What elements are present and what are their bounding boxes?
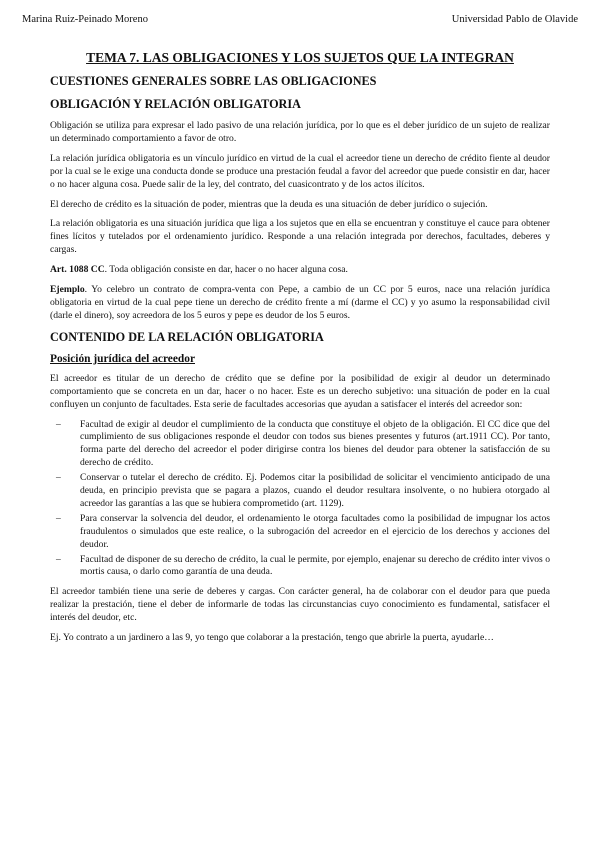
header-university: Universidad Pablo de Olavide: [451, 14, 578, 25]
list-item-text: Conservar o tutelar el derecho de crédito. Ej. Podemos citar la posibilidad de solicitar el vencimiento anticipado de una deuda, en principio prevista que se pagara a plazos, cuando el deudor resultara insolvente, o no hubiera otorgado al acreedor las garantías a las que se hubiera comprometido (art. 1129).: [80, 472, 550, 509]
list-item: [50, 513, 550, 552]
paragraph-relacion-juridica: La relación jurídica obligatoria es un vínculo jurídico en virtud de la cual el acreedor tiene un derecho de crédito fiente al deudor por la cual se le exige una conducta donde se produce una prestación feudal a favor del acreedor que puede consistir en dar, hacer o no hacer alguna cosa. Puede salir de la ley, del contrato, del cuasicontrato y de los actos ilícitos.: [50, 152, 550, 190]
list-item: [50, 472, 550, 511]
header-author: Marina Ruiz-Peinado Moreno: [22, 14, 148, 25]
ejemplo-label: Ejemplo: [50, 284, 85, 296]
dash-bullet-icon: –: [56, 472, 61, 484]
document-body: [50, 50, 550, 652]
list-item: [50, 554, 550, 580]
document-title: TEMA 7. LAS OBLIGACIONES Y LOS SUJETOS QUE LA INTEGRAN: [86, 50, 514, 65]
dash-bullet-icon: –: [56, 553, 61, 565]
subheading-posicion-acreedor: Posición jurídica del acreedor: [50, 352, 195, 365]
facultades-list: [50, 419, 550, 580]
paragraph-obligacion-definicion: Obligación se utiliza para expresar el lado pasivo de una relación jurídica, por lo que es el deber jurídico de un sujeto de realizar un determinado comportamiento a favor de otro.: [50, 120, 550, 144]
ejemplo-text: . Yo celebro un contrato de compra-venta con Pepe, a cambio de un CC por 5 euros, nace una relación jurídica obligatoria en virtud de la cual pepe tiene un derecho de crédito frente a mí (darme el CC) y yo asumo la responsabilidad civil (darle el dinero), soy acreedora de los 5 euros y pepe es deudor de los 5 euros.: [50, 284, 550, 321]
paragraph-ejemplo: [50, 284, 550, 323]
heading-contenido-relacion: CONTENIDO DE LA RELACIÓN OBLIGATORIA: [50, 329, 324, 344]
list-item-text: Facultad de exigir al deudor el cumplimiento de la conducta que constituye el objeto de la obligación. El CC dice que del cumplimiento de sus obligaciones responde el deudor con todos sus bienes presentes y futuros (art.1911 CC). Por tanto, forma parte del derecho del acreedor el poder dirigirse contra los bienes del deudor para obtener la satisfacción de su derecho de crédito.: [80, 418, 550, 469]
list-item-text: Para conservar la solvencia del deudor, el ordenamiento le otorga facultades como la posibilidad de impugnar los actos fraudulentos o simulados que este realice, o la subrogación del acreedor en el ejercicio de los derechos y acciones del deudor.: [80, 512, 550, 550]
articulo-text: . Toda obligación consiste en dar, hacer o no hacer alguna cosa.: [104, 264, 348, 276]
heading-cuestiones-generales: CUESTIONES GENERALES SOBRE LAS OBLIGACIONES: [50, 74, 377, 88]
paragraph-derecho-credito: El derecho de crédito es la situación de poder, mientras que la deuda es una situación de deber jurídico o sujeción.: [50, 198, 488, 210]
paragraph-acreedor-titular: El acreedor es titular de un derecho de crédito que se define por la posibilidad de exigir al deudor un determinado comportamiento que se concreta en un dar, hacer o no hacer. Este es un derecho subjetivo: una situación de poder en la cual confluyen un conjunto de facultades. Esta serie de facultades accesorias que ayudan a satisfacer el interés del acreedor son:: [50, 372, 550, 410]
paragraph-deberes-cargas: El acreedor también tiene una serie de deberes y cargas. Con carácter general, ha de colaborar con el deudor para que pueda realizar la prestación, tiene el deber de informarle de todas las circunstancias cuyo conocimiento es fundamental, satisfacer el interés del deudor, etc.: [50, 586, 550, 624]
list-item-text: Facultad de disponer de su derecho de crédito, la cual le permite, por ejemplo, enajenar su derecho de crédito inter vivos o mortis causa, o darlo como garantía de una deuda.: [80, 553, 550, 578]
heading-obligacion-relacion: OBLIGACIÓN Y RELACIÓN OBLIGATORIA: [50, 97, 301, 111]
articulo-label: Art. 1088 CC: [50, 264, 105, 276]
paragraph-ejemplo-jardinero: Ej. Yo contrato a un jardinero a las 9, yo tengo que colaborar a la prestación, tengo que abrirle la puerta, ayudarle…: [50, 632, 494, 644]
dash-bullet-icon: –: [56, 418, 61, 430]
paragraph-articulo-1088: [50, 264, 550, 277]
list-item: [50, 419, 550, 471]
dash-bullet-icon: –: [56, 512, 61, 524]
paragraph-relacion-obligatoria: La relación obligatoria es una situación jurídica que liga a los sujetos que en ella se encuentran y constituye el cauce para obtener fines lícitos y tutelados por el ordenamiento jurídico. Responde a una relación integrada por derechos, facultades, deberes y cargas.: [50, 218, 550, 256]
